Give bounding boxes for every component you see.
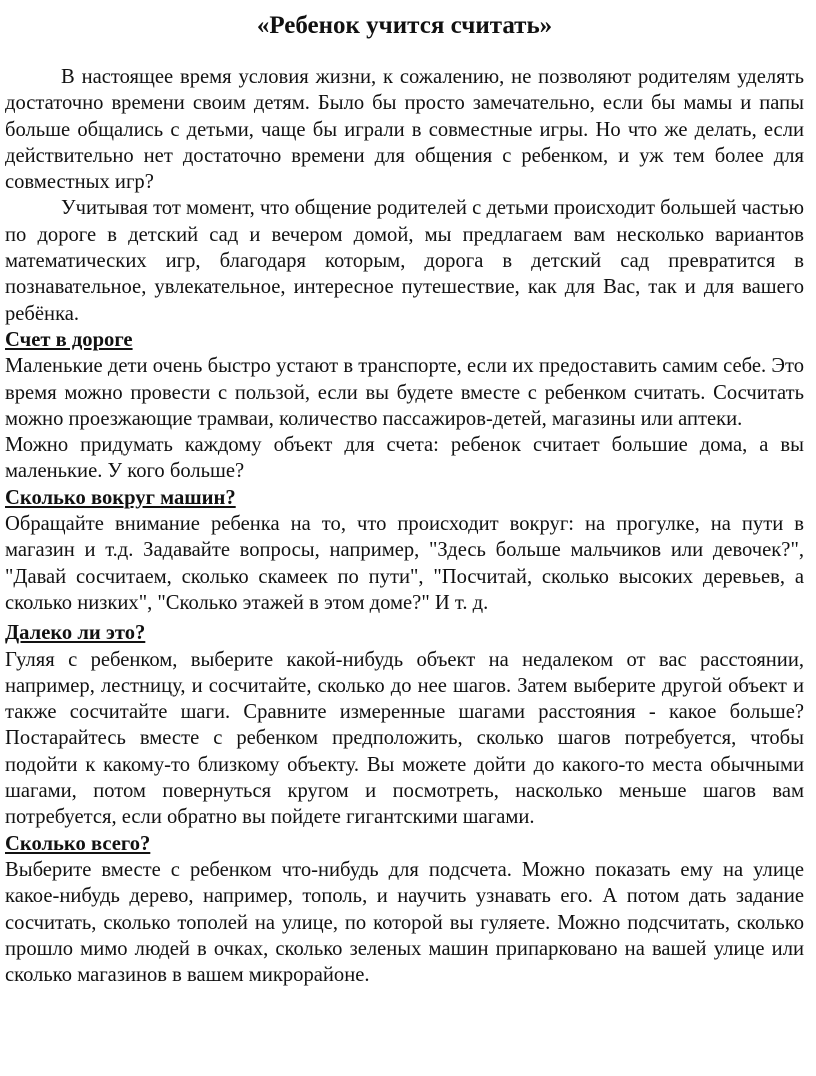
section-heading: Сколько всего? <box>5 832 151 855</box>
section-paragraph: Маленькие дети очень быстро устают в транспорте, если их предоставить самим себе. Это время можно провести с пользой, если вы будете вместе с ребенком считать. Сосчитать можно проезжающие трамваи, количество пассажиров-детей, магазины или аптеки. <box>5 355 804 430</box>
section-heading: Далеко ли это? <box>5 622 146 645</box>
section-counting-on-road <box>5 327 804 485</box>
page-title: «Ребенок учится считать» <box>256 12 553 39</box>
section-paragraph: Выберите вместе с ребенком что-нибудь для подсчета. Можно показать ему на улице какое-нибудь дерево, например, тополь, и научить узнавать его. А потом дать задание сосчитать, сколько тополей на улице, по которой вы гуляете. Можно подсчитать, сколько прошло мимо людей в очках, сколько зеленых машин припарковано на вашей улице или сколько магазинов в вашем микрорайоне. <box>5 858 804 987</box>
section-paragraph: Можно придумать каждому объект для счета: ребенок считает большие дома, а вы маленькие. У кого больше? <box>5 434 804 483</box>
section-paragraph: Гуляя с ребенком, выберите какой-нибудь объект на недалеком от вас расстоянии, например, лестницу, и сосчитайте, сколько до нее шагов. Затем выберите другой объект и также сосчитайте шаги. Сравните измеренные шагами расстояния - какое больше? Постарайтесь вместе с ребенком предположить, сколько шагов потребуется, чтобы подойти к какому-то близкому объекту. Вы можете дойти до какого-то места обычными шагами, потом повернуться кругом и посмотреть, насколько меньше шагов вам потребуется, если обратно вы пойдете гигантскими шагами. <box>5 648 804 829</box>
section-how-many-total <box>5 831 804 989</box>
section-heading: Сколько вокруг машин? <box>5 486 236 509</box>
section-heading: Счет в дороге <box>5 328 133 351</box>
intro-paragraph: Учитывая тот момент, что общение родителей с детьми происходит большей частью по дороге в детский сад и вечером домой, мы предлагаем вам несколько вариантов математических игр, благодаря которым, дорога в детский сад превратится в познавательное, увлекательное, интересное путешествие, как для Вас, так и для вашего ребёнка. <box>5 197 804 325</box>
section-paragraph: Обращайте внимание ребенка на то, что происходит вокруг: на прогулке, на пути в магазин и т.д. Задавайте вопросы, например, "Здесь больше мальчиков или девочек?", "Давай сосчитаем, сколько скамеек по пути", "Посчитай, сколько высоких деревьев, а сколько низких", "Сколько этажей в этом доме?" И т. д. <box>5 513 804 614</box>
section-how-many-cars <box>5 485 804 616</box>
intro-paragraph: В настоящее время условия жизни, к сожалению, не позволяют родителям уделять достаточно времени своим детям. Было бы просто замечательно, если бы мамы и папы больше общались с детьми, чаще бы играли в совместные игры. Но что же делать, если действительно нет достаточно времени для общения с ребенком, и уж тем более для совместных игр? <box>5 66 804 194</box>
section-is-it-far <box>5 620 804 830</box>
